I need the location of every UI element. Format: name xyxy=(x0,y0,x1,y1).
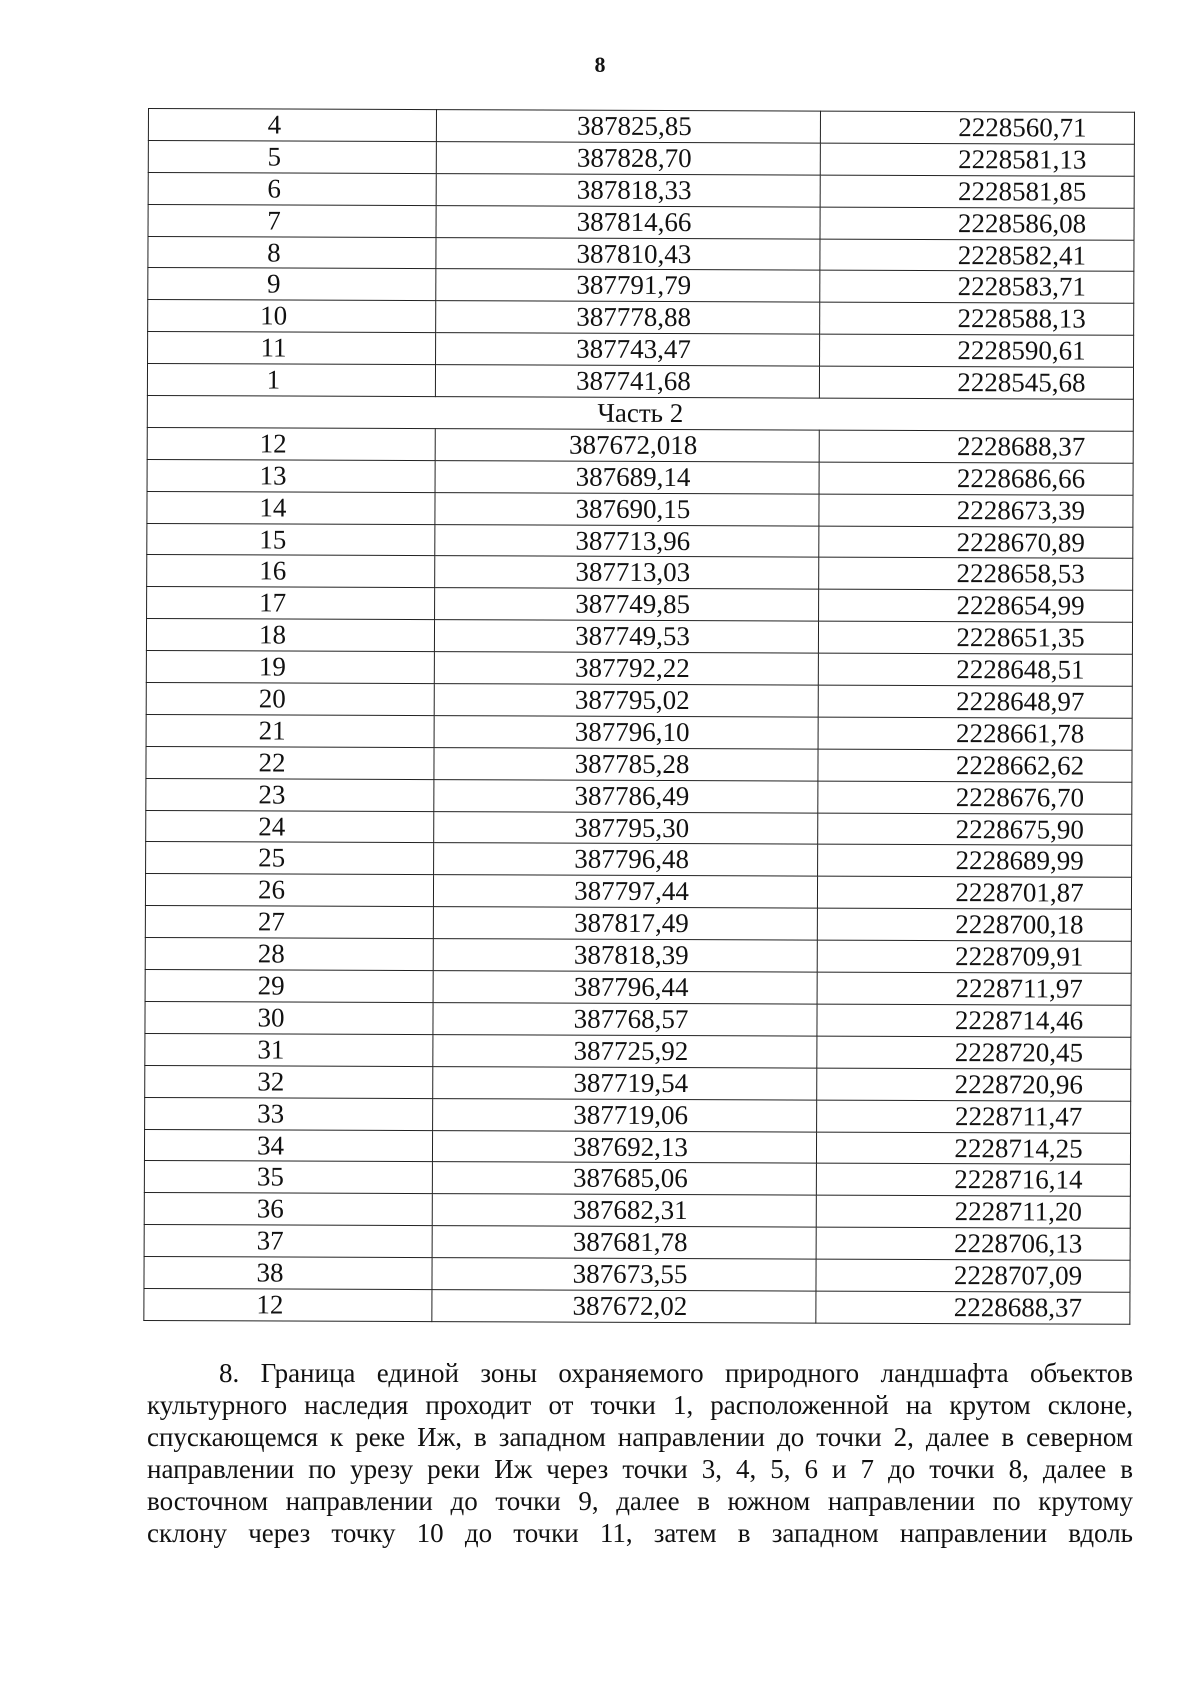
y-coordinate-cell: 2228654,99 xyxy=(819,589,1133,622)
table-row xyxy=(147,364,1133,400)
y-coordinate-cell: 2228590,61 xyxy=(820,334,1134,367)
table-row xyxy=(146,746,1132,782)
table-row xyxy=(145,874,1131,910)
point-number-cell: 16 xyxy=(147,555,435,588)
x-coordinate-cell: 387814,66 xyxy=(436,205,820,238)
table-row xyxy=(147,555,1133,591)
point-number-cell: 13 xyxy=(147,459,435,492)
point-number-cell: 25 xyxy=(146,842,434,875)
table-row xyxy=(146,810,1132,846)
x-coordinate-cell: 387796,48 xyxy=(434,843,818,876)
y-coordinate-cell: 2228545,68 xyxy=(819,366,1133,399)
x-coordinate-cell: 387795,02 xyxy=(434,684,818,717)
section-label: Часть 2 xyxy=(147,396,1133,432)
table-row xyxy=(145,1033,1131,1069)
section-row xyxy=(147,396,1133,432)
table-row xyxy=(144,1193,1130,1229)
point-number-cell: 15 xyxy=(147,523,435,556)
x-coordinate-cell: 387749,53 xyxy=(434,620,818,653)
table-row xyxy=(148,236,1134,272)
table-row xyxy=(145,1065,1131,1101)
point-number-cell: 29 xyxy=(145,970,433,1003)
y-coordinate-cell: 2228688,37 xyxy=(819,430,1133,463)
y-coordinate-cell: 2228648,51 xyxy=(818,653,1132,686)
table-row xyxy=(144,1225,1130,1261)
table-row xyxy=(145,970,1131,1006)
y-coordinate-cell: 2228661,78 xyxy=(818,717,1132,750)
x-coordinate-cell: 387795,30 xyxy=(434,811,818,844)
point-number-cell: 14 xyxy=(147,491,435,524)
point-number-cell: 21 xyxy=(146,714,434,747)
table-row xyxy=(144,1161,1130,1197)
point-number-cell: 28 xyxy=(145,938,433,971)
table-row xyxy=(145,1001,1131,1037)
point-number-cell: 23 xyxy=(146,778,434,811)
x-coordinate-cell: 387749,85 xyxy=(435,588,819,621)
x-coordinate-cell: 387713,03 xyxy=(435,556,819,589)
point-number-cell: 1 xyxy=(147,364,435,397)
x-coordinate-cell: 387818,39 xyxy=(433,939,817,972)
x-coordinate-cell: 387719,54 xyxy=(433,1066,817,1099)
point-number-cell: 6 xyxy=(148,172,436,205)
y-coordinate-cell: 2228720,96 xyxy=(817,1068,1131,1101)
y-coordinate-cell: 2228686,66 xyxy=(819,462,1133,495)
point-number-cell: 31 xyxy=(145,1033,433,1066)
x-coordinate-cell: 387778,88 xyxy=(436,301,820,334)
x-coordinate-cell: 387672,02 xyxy=(432,1290,816,1323)
y-coordinate-cell: 2228689,99 xyxy=(818,845,1132,878)
y-coordinate-cell: 2228714,46 xyxy=(817,1004,1131,1037)
y-coordinate-cell: 2228701,87 xyxy=(817,876,1131,909)
x-coordinate-cell: 387797,44 xyxy=(433,875,817,908)
coordinates-table xyxy=(143,108,1135,1325)
table-row xyxy=(148,268,1134,304)
table-row xyxy=(146,714,1132,750)
table-row xyxy=(145,938,1131,974)
table-row xyxy=(147,523,1133,559)
table-row xyxy=(148,332,1134,368)
y-coordinate-cell: 2228707,09 xyxy=(816,1259,1130,1292)
y-coordinate-cell: 2228711,20 xyxy=(816,1195,1130,1228)
x-coordinate-cell: 387828,70 xyxy=(436,141,820,174)
point-number-cell: 26 xyxy=(145,874,433,907)
point-number-cell: 7 xyxy=(148,204,436,237)
table-row xyxy=(147,459,1133,495)
y-coordinate-cell: 2228688,37 xyxy=(816,1291,1130,1324)
table-row xyxy=(148,109,1134,145)
y-coordinate-cell: 2228711,47 xyxy=(817,1100,1131,1133)
point-number-cell: 18 xyxy=(146,619,434,652)
x-coordinate-cell: 387725,92 xyxy=(433,1034,817,1067)
x-coordinate-cell: 387719,06 xyxy=(433,1098,817,1131)
point-number-cell: 11 xyxy=(148,332,436,365)
point-number-cell: 19 xyxy=(146,651,434,684)
x-coordinate-cell: 387818,33 xyxy=(436,173,820,206)
table-row xyxy=(147,491,1133,527)
y-coordinate-cell: 2228586,08 xyxy=(820,207,1134,240)
x-coordinate-cell: 387690,15 xyxy=(435,492,819,525)
x-coordinate-cell: 387743,47 xyxy=(436,333,820,366)
point-number-cell: 10 xyxy=(148,300,436,333)
x-coordinate-cell: 387673,55 xyxy=(432,1258,816,1291)
point-number-cell: 5 xyxy=(148,140,436,173)
x-coordinate-cell: 387682,31 xyxy=(432,1194,816,1227)
y-coordinate-cell: 2228648,97 xyxy=(818,685,1132,718)
table-row xyxy=(147,427,1133,463)
table-row xyxy=(146,842,1132,878)
x-coordinate-cell: 387810,43 xyxy=(436,237,820,270)
table-row xyxy=(144,1257,1130,1293)
paragraph-line: направлении по урезу реки Иж через точки 3, 4, 5, 6 и 7 до точки 8, далее в xyxy=(147,1454,1133,1484)
y-coordinate-cell: 2228582,41 xyxy=(820,239,1134,272)
table-row xyxy=(145,906,1131,942)
point-number-cell: 34 xyxy=(144,1129,432,1162)
paragraph-line: спускающемся к реке Иж, в западном направлении до точки 2, далее в северном xyxy=(147,1422,1133,1452)
table-row xyxy=(147,587,1133,623)
y-coordinate-cell: 2228581,85 xyxy=(820,175,1134,208)
point-number-cell: 38 xyxy=(144,1257,432,1290)
table-row xyxy=(146,683,1132,719)
x-coordinate-cell: 387817,49 xyxy=(433,907,817,940)
point-number-cell: 24 xyxy=(146,810,434,843)
y-coordinate-cell: 2228673,39 xyxy=(819,494,1133,527)
table-row xyxy=(146,651,1132,687)
point-number-cell: 4 xyxy=(148,109,436,142)
y-coordinate-cell: 2228651,35 xyxy=(818,621,1132,654)
paragraph-line: склону через точку 10 до точки 11, затем в западном направлении вдоль xyxy=(147,1518,1133,1548)
point-number-cell: 12 xyxy=(144,1288,432,1321)
table-row xyxy=(145,1097,1131,1133)
x-coordinate-cell: 387792,22 xyxy=(434,652,818,685)
y-coordinate-cell: 2228720,45 xyxy=(817,1036,1131,1069)
x-coordinate-cell: 387713,96 xyxy=(435,524,819,557)
y-coordinate-cell: 2228700,18 xyxy=(817,908,1131,941)
x-coordinate-cell: 387785,28 xyxy=(434,747,818,780)
point-number-cell: 37 xyxy=(144,1225,432,1258)
table-row xyxy=(148,300,1134,336)
point-number-cell: 36 xyxy=(144,1193,432,1226)
point-number-cell: 27 xyxy=(145,906,433,939)
table-row xyxy=(146,619,1132,655)
paragraph-line: восточном направлении до точки 9, далее в южном направлении по крутому xyxy=(147,1486,1133,1516)
y-coordinate-cell: 2228583,71 xyxy=(820,271,1134,304)
coordinates-table-body xyxy=(144,109,1135,1325)
x-coordinate-cell: 387681,78 xyxy=(432,1226,816,1259)
x-coordinate-cell: 387741,68 xyxy=(435,365,819,398)
point-number-cell: 22 xyxy=(146,746,434,779)
table-row xyxy=(146,778,1132,814)
x-coordinate-cell: 387786,49 xyxy=(434,779,818,812)
y-coordinate-cell: 2228709,91 xyxy=(817,940,1131,973)
x-coordinate-cell: 387768,57 xyxy=(433,1003,817,1036)
y-coordinate-cell: 2228658,53 xyxy=(819,558,1133,591)
y-coordinate-cell: 2228560,71 xyxy=(820,111,1134,144)
boundary-description xyxy=(147,1357,1133,1549)
point-number-cell: 8 xyxy=(148,236,436,269)
point-number-cell: 9 xyxy=(148,268,436,301)
table-row xyxy=(144,1288,1130,1324)
y-coordinate-cell: 2228662,62 xyxy=(818,749,1132,782)
point-number-cell: 35 xyxy=(144,1161,432,1194)
x-coordinate-cell: 387796,44 xyxy=(433,971,817,1004)
y-coordinate-cell: 2228716,14 xyxy=(816,1163,1130,1196)
x-coordinate-cell: 387825,85 xyxy=(436,110,820,143)
table-row xyxy=(144,1129,1130,1165)
x-coordinate-cell: 387791,79 xyxy=(436,269,820,302)
y-coordinate-cell: 2228706,13 xyxy=(816,1227,1130,1260)
table-row xyxy=(148,172,1134,208)
point-number-cell: 17 xyxy=(147,587,435,620)
point-number-cell: 12 xyxy=(147,427,435,460)
y-coordinate-cell: 2228588,13 xyxy=(820,302,1134,335)
table-row xyxy=(148,140,1134,176)
point-number-cell: 33 xyxy=(145,1097,433,1130)
point-number-cell: 32 xyxy=(145,1065,433,1098)
point-number-cell: 20 xyxy=(146,683,434,716)
x-coordinate-cell: 387685,06 xyxy=(432,1162,816,1195)
x-coordinate-cell: 387692,13 xyxy=(432,1130,816,1163)
y-coordinate-cell: 2228675,90 xyxy=(818,813,1132,846)
x-coordinate-cell: 387689,14 xyxy=(435,460,819,493)
x-coordinate-cell: 387672,018 xyxy=(435,429,819,462)
page-number: 8 xyxy=(594,52,606,77)
y-coordinate-cell: 2228670,89 xyxy=(819,526,1133,559)
y-coordinate-cell: 2228676,70 xyxy=(818,781,1132,814)
y-coordinate-cell: 2228714,25 xyxy=(816,1132,1130,1165)
y-coordinate-cell: 2228581,13 xyxy=(820,143,1134,176)
point-number-cell: 30 xyxy=(145,1001,433,1034)
y-coordinate-cell: 2228711,97 xyxy=(817,972,1131,1005)
paragraph-line: культурного наследия проходит от точки 1, расположенной на крутом склоне, xyxy=(147,1390,1133,1420)
paragraph-line: 8. Граница единой зоны охраняемого природного ландшафта объектов xyxy=(219,1358,1133,1388)
table-row xyxy=(148,204,1134,240)
x-coordinate-cell: 387796,10 xyxy=(434,716,818,749)
